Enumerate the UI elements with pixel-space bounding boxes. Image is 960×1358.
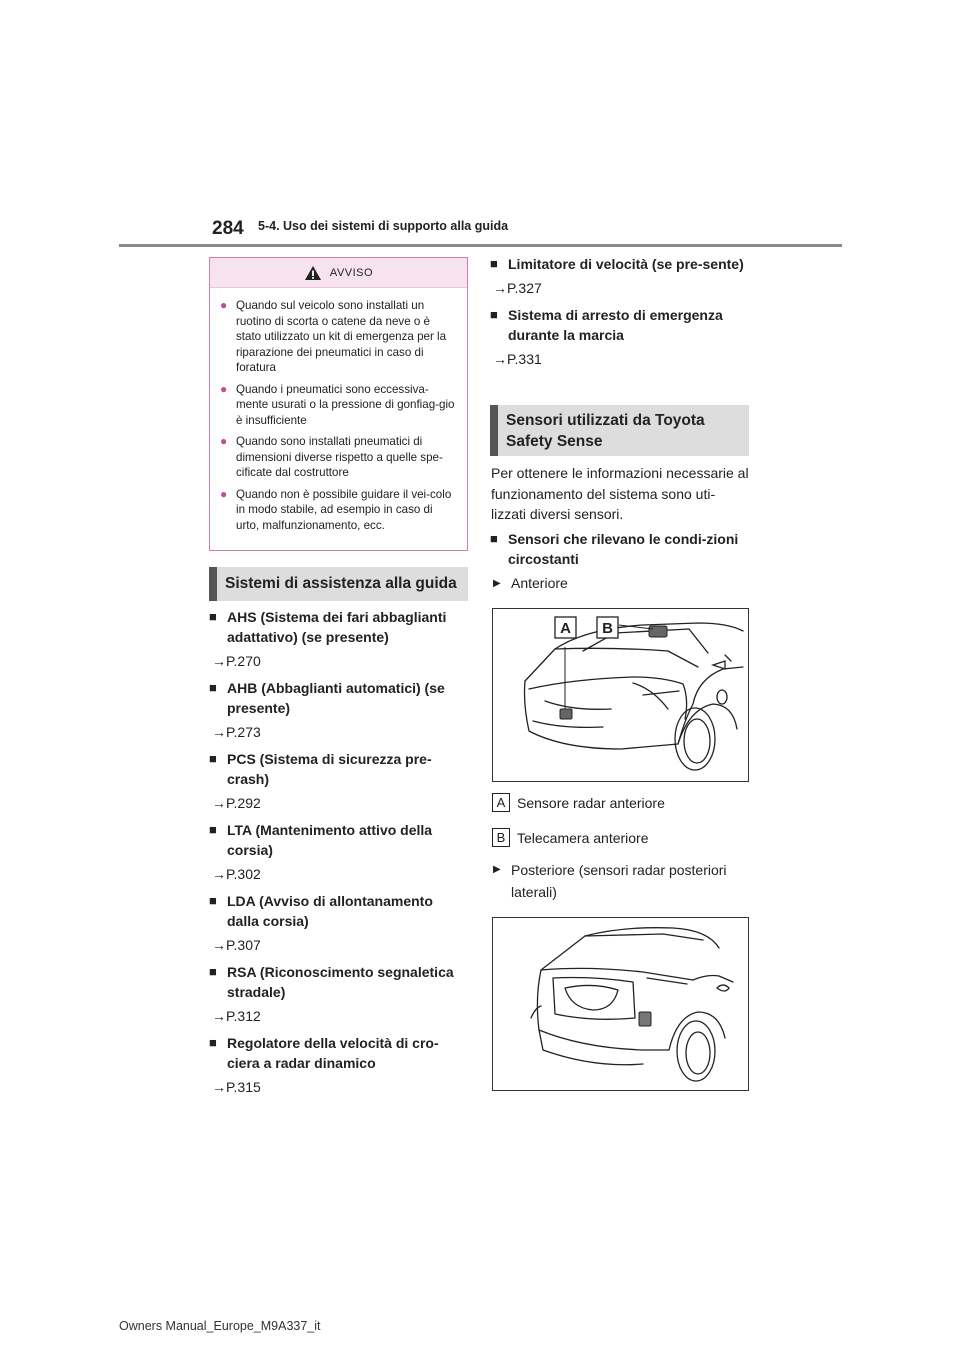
system-item: ■ LDA (Avviso di allontanamento dalla corsia) →P.307	[209, 891, 465, 953]
square-bullet-icon: ■	[209, 1035, 217, 1050]
rear-car-illustration	[492, 917, 749, 1091]
page-reference[interactable]: →P.292	[212, 795, 261, 811]
systems-heading: Sistemi di assistenza alla guida	[209, 567, 468, 601]
triangle-bullet-icon: ▶	[493, 578, 501, 589]
page-reference[interactable]: →P.312	[212, 1008, 261, 1024]
rear-car-drawing	[493, 918, 748, 1090]
rear-label: ▶ Posteriore (sensori radar posteriori laterali)	[493, 859, 748, 903]
page-reference[interactable]: →P.315	[212, 1079, 261, 1095]
warning-triangle-icon	[304, 265, 322, 281]
page-reference[interactable]: →P.273	[212, 724, 261, 740]
square-bullet-icon: ■	[490, 256, 498, 271]
callout-b: B Telecamera anteriore	[492, 828, 649, 847]
arrow-icon: →	[212, 866, 226, 882]
warning-list	[210, 288, 467, 533]
warning-box	[209, 257, 468, 551]
system-item: ■ PCS (Sistema di sicurezza pre-crash) →P.292	[209, 749, 465, 811]
page-reference[interactable]: →P.307	[212, 937, 261, 953]
square-bullet-icon: ■	[209, 893, 217, 908]
arrow-icon: →	[212, 1008, 226, 1024]
square-bullet-icon: ■	[490, 307, 498, 322]
square-bullet-icon: ■	[209, 751, 217, 766]
footer-text: Owners Manual_Europe_M9A337_it	[119, 1319, 321, 1333]
callout-a-tag: A	[560, 620, 571, 637]
warning-item: ● Quando i pneumatici sono eccessiva-mente usurati o la pressione di gonfiag-gio è insufficiente	[220, 381, 455, 427]
callout-b-box: B	[492, 828, 510, 847]
bullet-icon: ●	[220, 298, 228, 312]
callout-a-box: A	[492, 793, 510, 812]
warning-item: ● Quando non è possibile guidare il vei-colo in modo stabile, ad esempio in caso di urto, malfunzionamento, ecc.	[220, 486, 452, 532]
front-car-drawing	[493, 609, 748, 781]
square-bullet-icon: ■	[209, 964, 217, 979]
header-rule	[119, 244, 842, 247]
system-item: ■ AHB (Abbaglianti automatici) (se presente) →P.273	[209, 678, 465, 740]
warning-header	[210, 258, 467, 288]
page-reference[interactable]: →P.270	[212, 653, 261, 669]
square-bullet-icon: ■	[209, 680, 217, 695]
systems-list-left	[209, 607, 465, 1104]
system-item: ■ LTA (Mantenimento attivo della corsia) →P.302	[209, 820, 465, 882]
arrow-icon: →	[212, 1079, 226, 1095]
bullet-icon: ●	[220, 381, 228, 396]
warning-item: ● Quando sul veicolo sono installati un ruotino di scorta o catene da neve o è stato utilizzato un kit di emergenza per la riparazione dei pneumatici in caso di foratura	[220, 298, 447, 374]
callout-b-tag: B	[602, 620, 613, 637]
system-item: ■ Limitatore di velocità (se pre-sente) →P.327	[490, 254, 748, 296]
sensors-heading: Sensori utilizzati da Toyota Safety Sense	[490, 405, 749, 456]
square-bullet-icon: ■	[209, 822, 217, 837]
systems-list-right	[490, 254, 748, 376]
system-item: ■ Sistema di arresto di emergenza durante la marcia →P.331	[490, 305, 748, 367]
arrow-icon: →	[493, 280, 507, 296]
page-reference[interactable]: →P.331	[493, 351, 542, 367]
square-bullet-icon: ■	[490, 531, 498, 546]
callout-a: A Sensore radar anteriore	[492, 793, 665, 812]
system-item: ■ Regolatore della velocità di cro-ciera a radar dinamico →P.315	[209, 1033, 465, 1095]
sensors-intro: Per ottenere le informazioni necessarie al funzionamento del sistema sono uti-lizzati diversi sensori.	[491, 465, 749, 522]
bullet-icon: ●	[220, 486, 228, 501]
page-number: 284	[212, 218, 244, 239]
warning-item: ● Quando sono installati pneumatici di dimensioni diverse rispetto a quelle spe-cificate dal costruttore	[220, 434, 443, 479]
arrow-icon: →	[493, 351, 507, 367]
sensors-subheading: ■ Sensori che rilevano le condi-zioni circostanti	[490, 531, 739, 567]
arrow-icon: →	[212, 937, 226, 953]
page-reference[interactable]: →P.302	[212, 866, 261, 882]
system-item: ■ AHS (Sistema dei fari abbaglianti adattativo) (se presente) →P.270	[209, 607, 465, 669]
section-title: 5-4. Uso dei sistemi di supporto alla guida	[258, 219, 509, 233]
bullet-icon: ●	[220, 434, 228, 448]
page-reference[interactable]: →P.327	[493, 280, 542, 296]
front-label: ▶ Anteriore	[493, 573, 748, 595]
system-item: ■ RSA (Riconoscimento segnaletica stradale) →P.312	[209, 962, 465, 1024]
warning-label: AVVISO	[329, 266, 374, 279]
triangle-bullet-icon: ▶	[493, 864, 501, 875]
arrow-icon: →	[212, 795, 226, 811]
arrow-icon: →	[212, 724, 226, 740]
front-car-illustration	[492, 608, 749, 782]
square-bullet-icon: ■	[209, 609, 217, 624]
arrow-icon: →	[212, 653, 226, 669]
